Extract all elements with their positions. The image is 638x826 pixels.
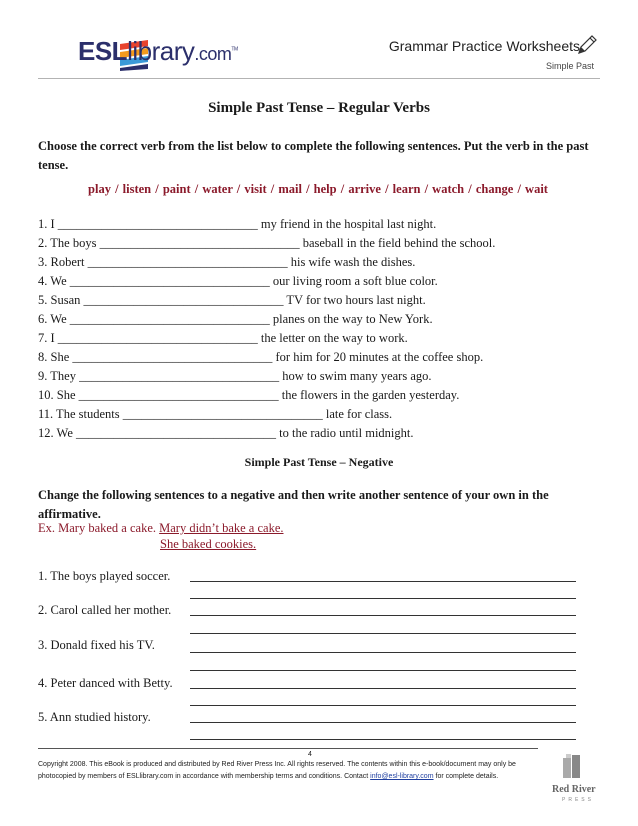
worksheet-topic: Simple Past xyxy=(545,61,594,71)
answer-line xyxy=(190,722,576,723)
footer-divider xyxy=(38,748,538,749)
logo-trademark: TM xyxy=(231,46,238,53)
sentence-10: 10. She ________________________________ the flowers in the garden yesterday. xyxy=(38,388,460,402)
answer-line xyxy=(190,598,576,599)
regular-verbs-instructions: Choose the correct verb from the list below to complete the following sentences. Put the verb in the past tense. xyxy=(38,139,589,172)
sentence-12: 12. We ________________________________ to the radio until midnight. xyxy=(38,426,414,440)
copyright-line-2 xyxy=(38,771,548,783)
worksheet-series-title: Grammar Practice Worksheets xyxy=(388,38,580,54)
esl-library-logo-text xyxy=(78,36,238,67)
copyright-line-2-end: for complete details. xyxy=(435,773,499,780)
copyright-line-1: Copyright 2008. This eBook is produced and distributed by Red River Press Inc. All rights reserved. The contents within this e-book/document may only be xyxy=(38,761,516,768)
sentence-4: 4. We ________________________________ our living room a soft blue color. xyxy=(38,274,438,288)
sentence-8: 8. She ________________________________ for him for 20 minutes at the coffee shop. xyxy=(38,350,484,364)
publisher-name: Red River xyxy=(552,784,596,795)
pencil-icon xyxy=(576,34,598,56)
negative-section-title: Simple Past Tense – Negative xyxy=(244,455,394,469)
sentence-1: 1. I ________________________________ my friend in the hospital last night. xyxy=(38,217,437,231)
answer-line xyxy=(190,670,576,671)
verb-list: play / listen / paint / water / visit / mail / help / arrive / learn / watch / change / wait xyxy=(88,182,548,196)
page-title: Simple Past Tense – Regular Verbs xyxy=(208,100,430,116)
negative-item-1: 1. The boys played soccer. xyxy=(38,569,171,583)
negative-item-2: 2. Carol called her mother. xyxy=(38,603,172,617)
sentence-11: 11. The students ________________________________ late for class. xyxy=(38,407,393,421)
page-number: 4 xyxy=(308,751,312,758)
book-stack-icon xyxy=(560,752,586,782)
answer-line xyxy=(190,615,576,616)
example-affirmative-text: She baked cookies. xyxy=(160,537,257,551)
logo-com: .com xyxy=(194,44,232,64)
example-negative: Mary didn’t bake a cake. xyxy=(159,521,284,535)
answer-line xyxy=(190,688,576,689)
sentence-3: 3. Robert ________________________________ his wife wash the dishes. xyxy=(38,255,416,269)
example-prefix: Ex. Mary baked a cake. xyxy=(38,521,156,535)
sentence-5: 5. Susan ________________________________ TV for two hours last night. xyxy=(38,293,426,307)
answer-line xyxy=(190,705,576,706)
sentence-9: 9. They ________________________________ how to swim many years ago. xyxy=(38,369,432,383)
answer-line xyxy=(190,581,576,582)
example-affirmative xyxy=(160,537,256,552)
answer-line xyxy=(190,633,576,634)
header-divider xyxy=(38,78,600,79)
logo-esl: ESL xyxy=(78,36,128,66)
logo-library: library xyxy=(127,36,195,66)
negative-item-4: 4. Peter danced with Betty. xyxy=(38,676,173,690)
example-sentence xyxy=(38,521,284,536)
negative-instructions: Change the following sentences to a negative and then write another sentence of your own in the affirmative. xyxy=(38,488,549,521)
answer-line xyxy=(190,739,576,740)
sentence-6: 6. We ________________________________ planes on the way to New York. xyxy=(38,312,433,326)
copyright-line-2-text: photocopied by members of ESLlibrary.com in accordance with membership terms and conditions. Contact xyxy=(38,773,369,780)
answer-line xyxy=(190,652,576,653)
contact-email-link[interactable]: info@esl-library.com xyxy=(370,773,434,780)
negative-item-5: 5. Ann studied history. xyxy=(38,710,151,724)
sentence-7: 7. I ________________________________ the letter on the way to work. xyxy=(38,331,408,345)
sentence-2: 2. The boys ________________________________ baseball in the field behind the school. xyxy=(38,236,496,250)
publisher-press: PRESS xyxy=(562,797,594,803)
negative-item-3: 3. Donald fixed his TV. xyxy=(38,638,155,652)
